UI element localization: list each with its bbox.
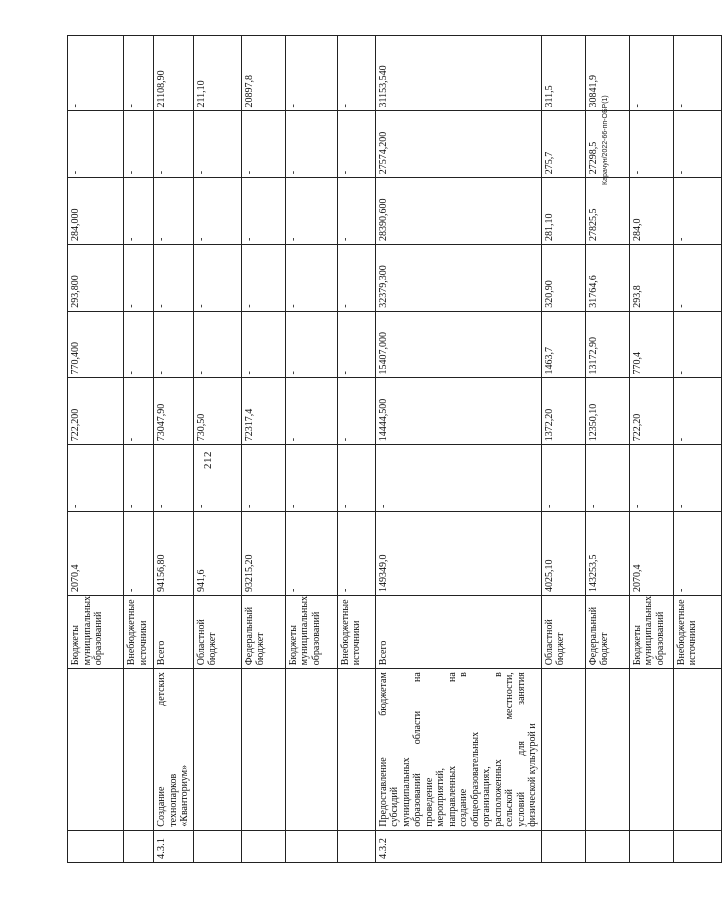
item-name-cell: [154, 669, 194, 831]
item-name-line: технопарков: [167, 773, 179, 827]
value-cell: -: [629, 36, 673, 111]
value-cell: 1463,7: [541, 311, 585, 378]
item-name-line: Создание детских: [156, 672, 167, 827]
value-cell: 311,5: [541, 36, 585, 111]
value-cell: 293,8: [629, 244, 673, 311]
value-cell: -: [337, 511, 375, 595]
table-row: [629, 36, 673, 863]
value-cell: 722,200: [68, 378, 124, 445]
item-number-cell: [68, 830, 124, 862]
table-row: [241, 36, 285, 863]
value-cell: 2070,4: [68, 511, 124, 595]
value-cell: -: [375, 445, 541, 512]
item-number-cell: [285, 830, 337, 862]
funding-source-cell: Бюджеты муниципальных образований: [629, 595, 673, 668]
item-name-cell: [285, 669, 337, 831]
value-cell: -: [673, 311, 721, 378]
value-cell: -: [673, 445, 721, 512]
item-name-line: расположенных в: [492, 672, 504, 827]
item-name-cell: [124, 669, 154, 831]
value-cell: 31153,540: [375, 36, 541, 111]
value-cell: -: [241, 178, 285, 245]
value-cell: 149349,0: [375, 511, 541, 595]
table-body: [68, 36, 722, 863]
value-cell: 27825,5: [585, 178, 629, 245]
value-cell: 28390,600: [375, 178, 541, 245]
value-cell: -: [285, 244, 337, 311]
funding-source-cell: Всего: [375, 595, 541, 668]
value-cell: 284,000: [68, 178, 124, 245]
value-cell: 211,10: [193, 36, 241, 111]
item-name-cell: [541, 669, 585, 831]
table-row: [375, 36, 541, 863]
value-cell: -: [193, 244, 241, 311]
value-cell: 143253,5: [585, 511, 629, 595]
item-number-cell: [241, 830, 285, 862]
value-cell: 320,90: [541, 244, 585, 311]
value-cell: 27298,5: [585, 111, 629, 178]
value-cell: -: [68, 445, 124, 512]
item-name-cell: [337, 669, 375, 831]
item-name-line: физической культурой и: [527, 723, 538, 827]
value-cell: -: [585, 445, 629, 512]
item-name-cell: [193, 669, 241, 831]
value-cell: -: [337, 244, 375, 311]
item-name-cell: [68, 669, 124, 831]
value-cell: -: [285, 111, 337, 178]
item-name-line: проведение: [423, 777, 435, 827]
item-name-line: Предоставление бюджетам: [377, 672, 389, 827]
table-row: [337, 36, 375, 863]
item-name-line: образований области на: [412, 672, 423, 827]
item-name-cell: [673, 669, 721, 831]
value-cell: -: [285, 378, 337, 445]
value-cell: 281,10: [541, 178, 585, 245]
item-number-cell: [629, 830, 673, 862]
value-cell: -: [673, 378, 721, 445]
value-cell: -: [193, 311, 241, 378]
funding-source-cell: Внебюджетные источники: [124, 595, 154, 668]
item-name-line: «Кванториум»: [179, 764, 190, 827]
value-cell: 30841,9: [585, 36, 629, 111]
value-cell: -: [124, 36, 154, 111]
item-number-cell: [337, 830, 375, 862]
table-row: [285, 36, 337, 863]
value-cell: -: [673, 511, 721, 595]
table-row: [673, 36, 721, 863]
table-row: [541, 36, 585, 863]
table-row: [68, 36, 124, 863]
value-cell: 21108,90: [154, 36, 194, 111]
table-row: [154, 36, 194, 863]
funding-source-cell: Областной бюджет: [541, 595, 585, 668]
item-name-cell: [629, 669, 673, 831]
value-cell: 293,800: [68, 244, 124, 311]
funding-source-cell: Внебюджетные источники: [337, 595, 375, 668]
value-cell: -: [154, 111, 194, 178]
value-cell: -: [673, 36, 721, 111]
value-cell: 941,6: [193, 511, 241, 595]
item-name-line: создание в: [458, 672, 469, 827]
funding-source-cell: Бюджеты муниципальных образований: [68, 595, 124, 668]
item-number-cell: [673, 830, 721, 862]
value-cell: 13172,90: [585, 311, 629, 378]
item-name-line: условий для занятия: [515, 672, 527, 827]
value-cell: -: [541, 445, 585, 512]
value-cell: -: [673, 178, 721, 245]
table-row: [193, 36, 241, 863]
value-cell: -: [193, 178, 241, 245]
value-cell: 722,20: [629, 378, 673, 445]
item-name-line: субсидий: [389, 786, 400, 827]
item-number-cell: [541, 830, 585, 862]
item-number-cell: 4.3.2: [375, 830, 541, 862]
budget-table: [67, 35, 722, 863]
value-cell: 94156,80: [154, 511, 194, 595]
value-cell: -: [68, 111, 124, 178]
item-name-line: сельской местности,: [504, 672, 515, 827]
value-cell: -: [285, 36, 337, 111]
value-cell: 1372,20: [541, 378, 585, 445]
value-cell: -: [241, 111, 285, 178]
value-cell: -: [124, 445, 154, 512]
item-name-line: организациях,: [481, 766, 492, 827]
value-cell: -: [193, 445, 241, 512]
value-cell: -: [193, 111, 241, 178]
funding-source-cell: Федеральный бюджет: [585, 595, 629, 668]
value-cell: -: [337, 111, 375, 178]
value-cell: 31764,6: [585, 244, 629, 311]
item-number-cell: [124, 830, 154, 862]
value-cell: -: [154, 178, 194, 245]
value-cell: 4025,10: [541, 511, 585, 595]
value-cell: -: [337, 445, 375, 512]
value-cell: 72317,4: [241, 378, 285, 445]
value-cell: -: [154, 445, 194, 512]
funding-source-cell: Бюджеты муниципальных образований: [285, 595, 337, 668]
item-name-line: общеобразовательных: [469, 731, 481, 827]
value-cell: -: [629, 445, 673, 512]
value-cell: 275,7: [541, 111, 585, 178]
value-cell: -: [285, 445, 337, 512]
item-name-line: муниципальных: [400, 757, 412, 827]
value-cell: -: [124, 311, 154, 378]
value-cell: -: [154, 311, 194, 378]
value-cell: -: [337, 311, 375, 378]
document-id: Карачун/2022-66-пп-ОБР(1): [602, 95, 609, 185]
value-cell: 2070,4: [629, 511, 673, 595]
value-cell: 284,0: [629, 178, 673, 245]
item-name-cell: [375, 669, 541, 831]
item-number-cell: 4.3.1: [154, 830, 194, 862]
value-cell: -: [337, 36, 375, 111]
value-cell: -: [241, 244, 285, 311]
item-name-cell: [241, 669, 285, 831]
value-cell: -: [124, 111, 154, 178]
value-cell: 770,4: [629, 311, 673, 378]
value-cell: 770,400: [68, 311, 124, 378]
value-cell: -: [629, 111, 673, 178]
value-cell: 14444,500: [375, 378, 541, 445]
value-cell: -: [124, 378, 154, 445]
value-cell: -: [337, 178, 375, 245]
item-name-line: мероприятий,: [435, 768, 446, 827]
item-number-cell: [193, 830, 241, 862]
value-cell: 15407,000: [375, 311, 541, 378]
funding-source-cell: Федеральный бюджет: [241, 595, 285, 668]
value-cell: -: [241, 445, 285, 512]
value-cell: -: [124, 178, 154, 245]
value-cell: 27574,200: [375, 111, 541, 178]
funding-source-cell: Внебюджетные источники: [673, 595, 721, 668]
item-name-cell: [585, 669, 629, 831]
value-cell: -: [124, 511, 154, 595]
item-name-line: направленных на: [446, 672, 458, 827]
funding-source-cell: Всего: [154, 595, 194, 668]
value-cell: 93215,20: [241, 511, 285, 595]
page-number: 212: [202, 451, 214, 469]
funding-source-cell: Областной бюджет: [193, 595, 241, 668]
value-cell: -: [337, 378, 375, 445]
value-cell: -: [673, 111, 721, 178]
value-cell: -: [241, 311, 285, 378]
value-cell: -: [673, 244, 721, 311]
value-cell: 730,50: [193, 378, 241, 445]
value-cell: 12350,10: [585, 378, 629, 445]
value-cell: -: [154, 244, 194, 311]
value-cell: -: [285, 311, 337, 378]
value-cell: 73047,90: [154, 378, 194, 445]
value-cell: 32379,300: [375, 244, 541, 311]
value-cell: -: [68, 36, 124, 111]
value-cell: 20897,8: [241, 36, 285, 111]
value-cell: -: [285, 178, 337, 245]
item-number-cell: [585, 830, 629, 862]
table-row: [124, 36, 154, 863]
value-cell: -: [285, 511, 337, 595]
value-cell: -: [124, 244, 154, 311]
